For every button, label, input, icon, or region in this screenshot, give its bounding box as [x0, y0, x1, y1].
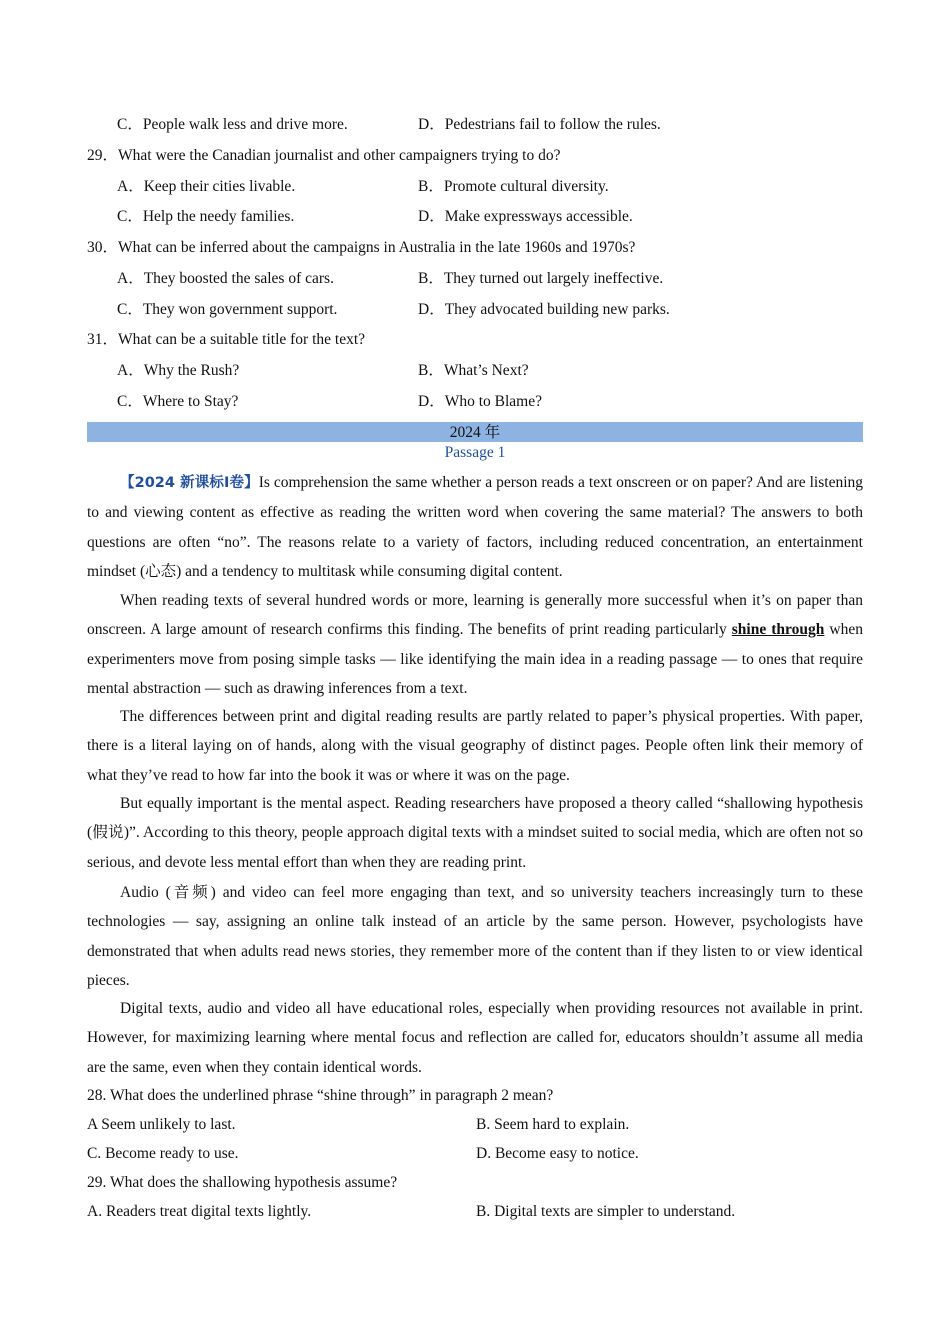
prev-q29-stem: 29．What were the Canadian journalist and other campaigners trying to do?: [87, 147, 561, 164]
passage-title: Passage 1: [444, 444, 506, 461]
paragraph-5: Audio (音频) and video can feel more engaging than text, and so university teachers increasingly turn to these technologies — say, assigning an online talk instead of an article by the same person. However, psychologists have demonstrated that when adults read news stories, they remember more of the content than if they listen to or view identical pieces.: [87, 884, 863, 989]
option-c: C. Become ready to use.: [87, 1145, 239, 1162]
paragraph-1-text: Is comprehension the same whether a person reads a text onscreen or on paper? And are listening to and viewing content as effective as reading the written word when covering the same material? The answers to both questions are often “no”. The reasons relate to a variety of factors, including reduced concentration, an entertainment mindset (心态) and a tendency to multitask while consuming digital content.: [87, 474, 863, 580]
option-b: B．What’s Next?: [418, 362, 529, 379]
underlined-phrase: shine through: [731, 621, 825, 639]
option-a: A．Why the Rush?: [117, 362, 240, 379]
paragraph-2-text-before: When reading texts of several hundred words or more, learning is generally more successful when it’s on paper than onscreen. A large amount of research confirms this finding. The benefits of print reading particularly: [87, 592, 863, 639]
option-c: C．They won government support.: [117, 301, 338, 318]
option-c: C．People walk less and drive more.: [117, 116, 348, 133]
prev-q29-options-cd: [87, 206, 863, 228]
prev-q31-options-cd: [87, 391, 863, 413]
source-tag: 【2024 新课标Ⅰ卷】: [120, 475, 259, 491]
paragraph-3: The differences between print and digital reading results are partly related to paper’s physical properties. With paper, there is a literal laying on of hands, along with the visual geography of distinct pages. People often link their memory of what they’ve read to how far into the book it was or where it was on the page.: [87, 708, 863, 784]
paragraph-2-text-after: when experimenters move from posing simple tasks — like identifying the main idea in a reading passage — to ones that require mental abstraction — such as drawing inferences from a text.: [87, 621, 863, 697]
year-header-bar: 2024 年: [87, 422, 863, 442]
prev-q30-options-ab: [87, 268, 863, 290]
option-a: A．They boosted the sales of cars.: [117, 270, 334, 287]
paragraph-4: But equally important is the mental aspect. Reading researchers have proposed a theory called “shallowing hypothesis (假说)”. According to this theory, people approach digital texts with a mindset suited to social media, which are often not so serious, and devote less mental effort than when they are reading print.: [87, 795, 863, 871]
prev-q28-options-cd: [87, 114, 863, 136]
prev-q31-stem: 31．What can be a suitable title for the text?: [87, 331, 366, 348]
q29-stem: 29. What does the shallowing hypothesis assume?: [87, 1174, 398, 1191]
option-d: D．Who to Blame?: [418, 393, 542, 410]
option-b: B. Seem hard to explain.: [476, 1116, 630, 1133]
prev-q29-options-ab: [87, 176, 863, 198]
option-c: C．Help the needy families.: [117, 208, 295, 225]
prev-q31-options-ab: [87, 360, 863, 382]
option-b: B．Promote cultural diversity.: [418, 178, 609, 195]
option-b: B. Digital texts are simpler to understand.: [476, 1203, 736, 1220]
option-a: A. Readers treat digital texts lightly.: [87, 1203, 312, 1220]
q29-options-ab: [87, 1201, 863, 1223]
paragraph-2: [87, 586, 863, 703]
prev-q30-options-cd: [87, 299, 863, 321]
paragraph-6: Digital texts, audio and video all have educational roles, especially when providing resources not available in print. However, for maximizing learning where mental focus and reflection are called for, educators shouldn’t assume all media are the same, even when they contain identical words.: [87, 1000, 863, 1076]
option-d: D．They advocated building new parks.: [418, 301, 670, 318]
option-d: D．Pedestrians fail to follow the rules.: [418, 116, 661, 133]
option-c: C．Where to Stay?: [117, 393, 239, 410]
option-a: A．Keep their cities livable.: [117, 178, 296, 195]
option-b: B．They turned out largely ineffective.: [418, 270, 664, 287]
option-d: D. Become easy to notice.: [476, 1145, 639, 1162]
paragraph-1: [87, 468, 863, 586]
option-d: D．Make expressways accessible.: [418, 208, 633, 225]
q28-options-cd: [87, 1143, 863, 1165]
q28-stem: 28. What does the underlined phrase “shine through” in paragraph 2 mean?: [87, 1087, 554, 1104]
option-a: A Seem unlikely to last.: [87, 1116, 236, 1133]
prev-q30-stem: 30．What can be inferred about the campaigns in Australia in the late 1960s and 1970s?: [87, 239, 636, 256]
q28-options-ab: [87, 1114, 863, 1136]
